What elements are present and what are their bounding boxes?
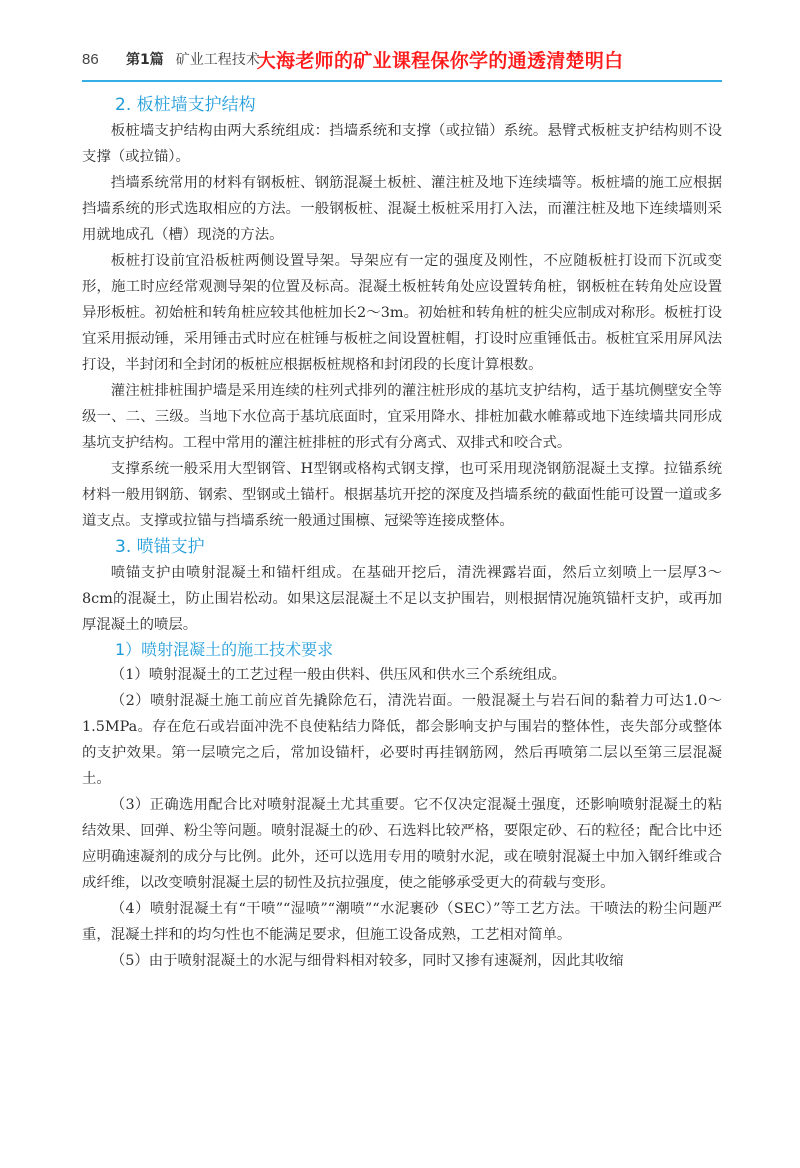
list-item-shotcrete-3: （3）正确选用配合比对喷射混凝土尤其重要。它不仅决定混凝土强度，还影响喷射混凝土的粘结效果、回弹、粉尘等问题。喷射混凝土的砂、石选料比较严格，要限定砂、石的粒径；配合比中还应明确速凝剂的成分与比例。此外，还可以选用专用的喷射水泥，或在喷射混凝土中加入钢纤维或合成纤维，以改变喷射混凝土层的韧性及抗拉强度，使之能够承受更大的荷载与变形。: [82, 797, 722, 891]
header-rule: [82, 80, 722, 82]
chapter-label: 第1篇: [126, 52, 164, 68]
page-content: [82, 92, 722, 974]
list-item-shotcrete-4: （4）喷射混凝土有“干喷”“湿喷”“潮喷”“水泥裹砂（SEC）”等工艺方法。干喷法的粉尘问题严重，混凝土拌和的均匀性也不能满足要求，但施工设备成熟，工艺相对简单。: [82, 901, 722, 943]
paragraph-sheet-pile-5: 支撑系统一般采用大型钢管、H型钢或格构式钢支撑，也可采用现浇钢筋混凝土支撑。拉锚系统材料一般用钢筋、钢索、型钢或土锚杆。根据基坑开挖的深度及挡墙系统的截面性能可设置一道或多道支点。支撑或拉锚与挡墙系统一般通过围檩、冠梁等连接成整体。: [82, 461, 722, 529]
list-item-shotcrete-1: （1）喷射混凝土的工艺过程一般由供料、供压风和供水三个系统组成。: [110, 667, 567, 683]
section-heading-shotcrete: 3. 喷锚支护: [115, 537, 205, 557]
header-row: [82, 38, 722, 80]
list-item-shotcrete-2: （2）喷射混凝土施工前应首先撬除危石，清洗岩面。一般混凝土与岩石间的黏着力可达1.0～1.5MPa。存在危石或岩面冲洗不良使粘结力降低，都会影响支护与围岩的整体性，丧失部分或整体的支护效果。第一层喷完之后，常加设锚杆，必要时再挂钢筋网，然后再喷第二层以至第三层混凝土。: [82, 693, 722, 787]
page-number: 86: [82, 50, 99, 68]
paragraph-shotcrete-1: 喷锚支护由喷射混凝土和锚杆组成。在基础开挖后，清洗裸露岩面，然后立刻喷上一层厚3～8cm的混凝土，防止围岩松动。如果这层混凝土不足以支护围岩，则根据情况施筑锚杆支护，或再加厚混凝土的喷层。: [82, 565, 722, 633]
paragraph-sheet-pile-4: 灌注桩排桩围护墙是采用连续的柱列式排列的灌注桩形成的基坑支护结构，适于基坑侧壁安全等级一、二、三级。当地下水位高于基坑底面时，宜采用降水、排桩加截水帷幕或地下连续墙共同形成基坑支护结构。工程中常用的灌注桩排桩的形式有分离式、双排式和咬合式。: [82, 383, 722, 451]
subsection-heading-shotcrete-requirements: 1）喷射混凝土的施工技术要求: [115, 640, 334, 659]
paragraph-sheet-pile-2: 挡墙系统常用的材料有钢板桩、钢筋混凝土板桩、灌注桩及地下连续墙等。板桩墙的施工应根据挡墙系统的形式选取相应的方法。一般钢板桩、混凝土板桩采用打入法，而灌注桩及地下连续墙则采用就地成孔（槽）现浇的方法。: [82, 175, 722, 243]
page-header: [82, 38, 722, 80]
list-item-shotcrete-5: （5）由于喷射混凝土的水泥与细骨料相对较多，同时又掺有速凝剂，因此其收缩: [110, 953, 624, 969]
section-heading-sheet-pile: 2. 板桩墙支护结构: [115, 95, 256, 115]
paragraph-sheet-pile-1: 板桩墙支护结构由两大系统组成：挡墙系统和支撑（或拉锚）系统。悬臂式板桩支护结构则不设支撑（或拉锚）。: [82, 123, 722, 165]
book-title: 矿业工程技术: [175, 52, 260, 68]
watermark-text: 大海老师的矿业课程保你学的通透清楚明白: [256, 49, 624, 72]
paragraph-sheet-pile-3: 板桩打设前宜沿板桩两侧设置导架。导架应有一定的强度及刚性，不应随板桩打设而下沉或变形，施工时应经常观测导架的位置及标高。混凝土板桩转角处应设置转角桩，钢板桩在转角处应设置异形板桩。初始桩和转角桩应较其他桩加长2～3m。初始桩和转角桩的桩尖应制成对称形。板桩打设宜采用振动锤，采用锤击式时应在桩锤与板桩之间设置桩帽，打设时应重锤低击。板桩宜采用屏风法打设，半封闭和全封闭的板桩应根据板桩规格和封闭段的长度计算根数。: [82, 253, 722, 373]
